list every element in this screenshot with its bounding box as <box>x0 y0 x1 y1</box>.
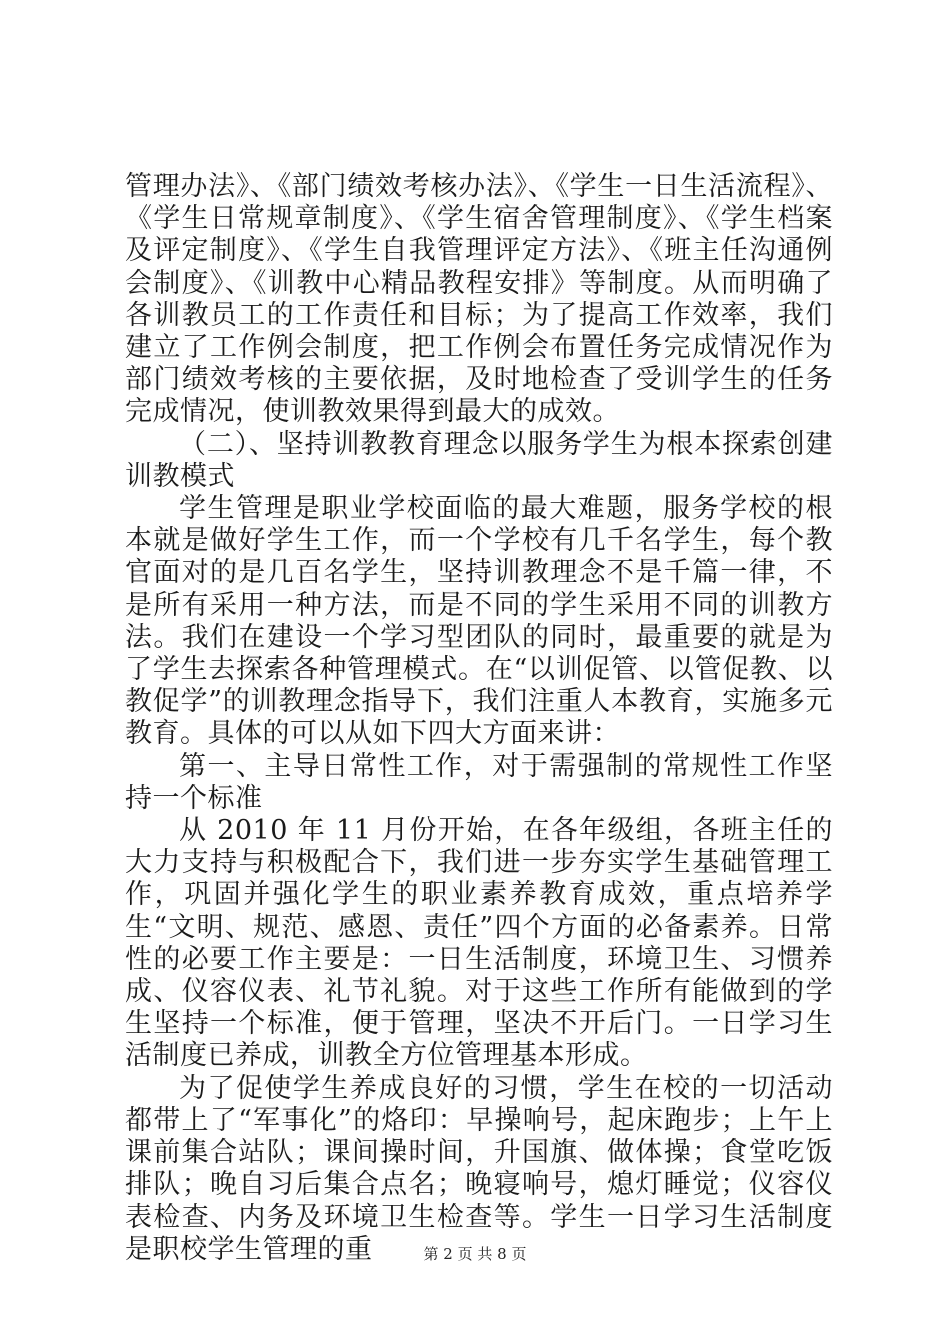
page-number-footer: 第 2 页 共 8 页 <box>423 1245 527 1263</box>
subsection-heading-1: 第一、主导日常性工作，对于需强制的常规性工作坚持一个标准 <box>125 750 833 814</box>
section-heading-2: （二）、坚持训教教育理念以服务学生为根本探索创建训教模式 <box>125 428 833 492</box>
paragraph: 为了促使学生养成良好的习惯，学生在校的一切活动都带上了“军事化”的烙印：早操响号，起床跑步；上午上课前集合站队；课间操时间，升国旗、做体操；食堂吃饭排队；晚自习后集合点名；晚寝响号，熄灯睡觉；仪容仪表检查、内务及环境卫生检查等。学生一日学习生活制度是职校学生管理的重 <box>125 1072 833 1265</box>
paragraph: 从 2010 年 11 月份开始，在各年级组，各班主任的大力支持与积极配合下，我们进一步夯实学生基础管理工作，巩固并强化学生的职业素养教育成效，重点培养学生“文明、规范、感恩、责任”四个方面的必备素养。日常性的必要工作主要是：一日生活制度，环境卫生、习惯养成、仪容仪表、礼节礼貌。对于这些工作所有能做到的学生坚持一个标准，便于管理，坚决不开后门。一日学习生活制度已养成，训教全方位管理基本形成。 <box>125 815 833 1072</box>
paragraph-continuation: 管理办法》、《部门绩效考核办法》、《学生一日生活流程》、《学生日常规章制度》、《学生宿舍管理制度》、《学生档案及评定制度》、《学生自我管理评定方法》、《班主任沟通例会制度》、《训教中心精品教程安排》等制度。从而明确了各训教员工的工作责任和目标；为了提高工作效率，我们建立了工作例会制度，把工作例会布置任务完成情况作为部门绩效考核的主要依据，及时地检查了受训学生的任务完成情况，使训教效果得到最大的成效。 <box>125 171 833 428</box>
paragraph: 学生管理是职业学校面临的最大难题，服务学校的根本就是做好学生工作，而一个学校有几千名学生，每个教官面对的是几百名学生，坚持训教理念不是千篇一律，不是所有采用一种方法，而是不同的学生采用不同的训教方法。我们在建设一个学习型团队的同时，最重要的就是为了学生去探索各种管理模式。在“以训促管、以管促教、以教促学”的训教理念指导下，我们注重人本教育，实施多元教育。具体的可以从如下四大方面来讲： <box>125 493 833 750</box>
document-body <box>125 171 833 1266</box>
